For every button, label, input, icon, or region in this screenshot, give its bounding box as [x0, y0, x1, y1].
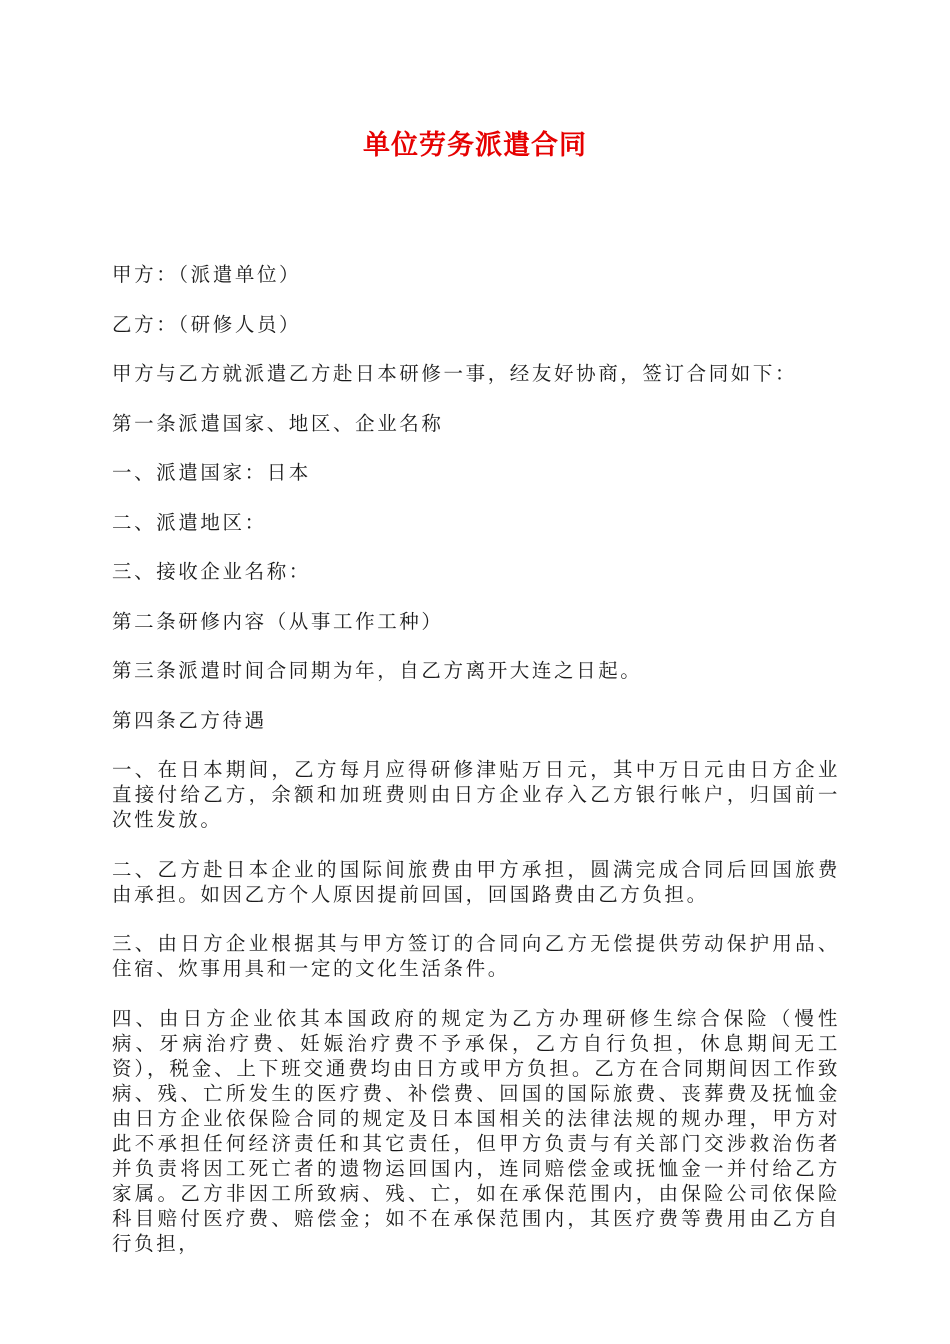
article-4-item-3: 三、由日方企业根据其与甲方签订的合同向乙方无偿提供劳动保护用品、住宿、炊事用具和一定的文化生活条件。 — [112, 932, 840, 980]
article-1-item-1: 一、派遣国家：日本 — [112, 461, 311, 484]
article-1-item-2: 二、派遣地区： — [112, 510, 267, 534]
party-b-line: 乙方：（研修人员） — [112, 312, 302, 336]
article-4-item-4: 四、由日方企业依其本国政府的规定为乙方办理研修生综合保险（慢性病、牙病治疗费、妊娠治疗费不予承保，乙方自行负担，休息期间无工资），税金、上下班交通费均由日方或甲方负担。乙方在合同期间因工作致病、残、亡所发生的医疗费、补偿费、回国的国际旅费、丧葬费及抚恤金由日方企业依保险合同的规定及日本国相关的法律法规的规办理，甲方对此不承担任何经济责任和其它责任，但甲方负责与有关部门交涉救治伤者并负责将因工死亡者的遗物运回国内，连同赔偿金或抚恤金一并付给乙方家属。乙方非因工所致病、残、亡，如在承保范围内，由保险公司依保险科目赔付医疗费、赔偿金；如不在承保范围内，其医疗费等费用由乙方自行负担， — [112, 1006, 840, 1255]
preamble-paragraph: 甲方与乙方就派遣乙方赴日本研修一事，经友好协商，签订合同如下： — [112, 362, 798, 385]
document-body — [112, 262, 840, 1256]
article-1-heading: 第一条派遣国家、地区、企业名称 — [112, 411, 444, 435]
article-4-item-2: 二、乙方赴日本企业的国际间旅费由甲方承担，圆满完成合同后回国旅费由承担。如因乙方个人原因提前回国，回国路费由乙方负担。 — [112, 857, 840, 906]
party-a-line: 甲方：（派遣单位） — [112, 263, 302, 286]
document-title: 单位劳务派遣合同 — [363, 130, 587, 161]
article-4-heading: 第四条乙方待遇 — [112, 708, 267, 732]
article-4-item-1: 一、在日本期间，乙方每月应得研修津贴万日元，其中万日元由日方企业直接付给乙方，余额和加班费则由日方企业存入乙方银行帐户，归国前一次性发放。 — [112, 758, 840, 831]
article-3-paragraph: 第三条派遣时间合同期为年，自乙方离开大连之日起。 — [112, 659, 643, 682]
article-1-item-3: 三、接收企业名称： — [112, 560, 311, 583]
article-2-heading: 第二条研修内容（从事工作工种） — [112, 609, 444, 633]
